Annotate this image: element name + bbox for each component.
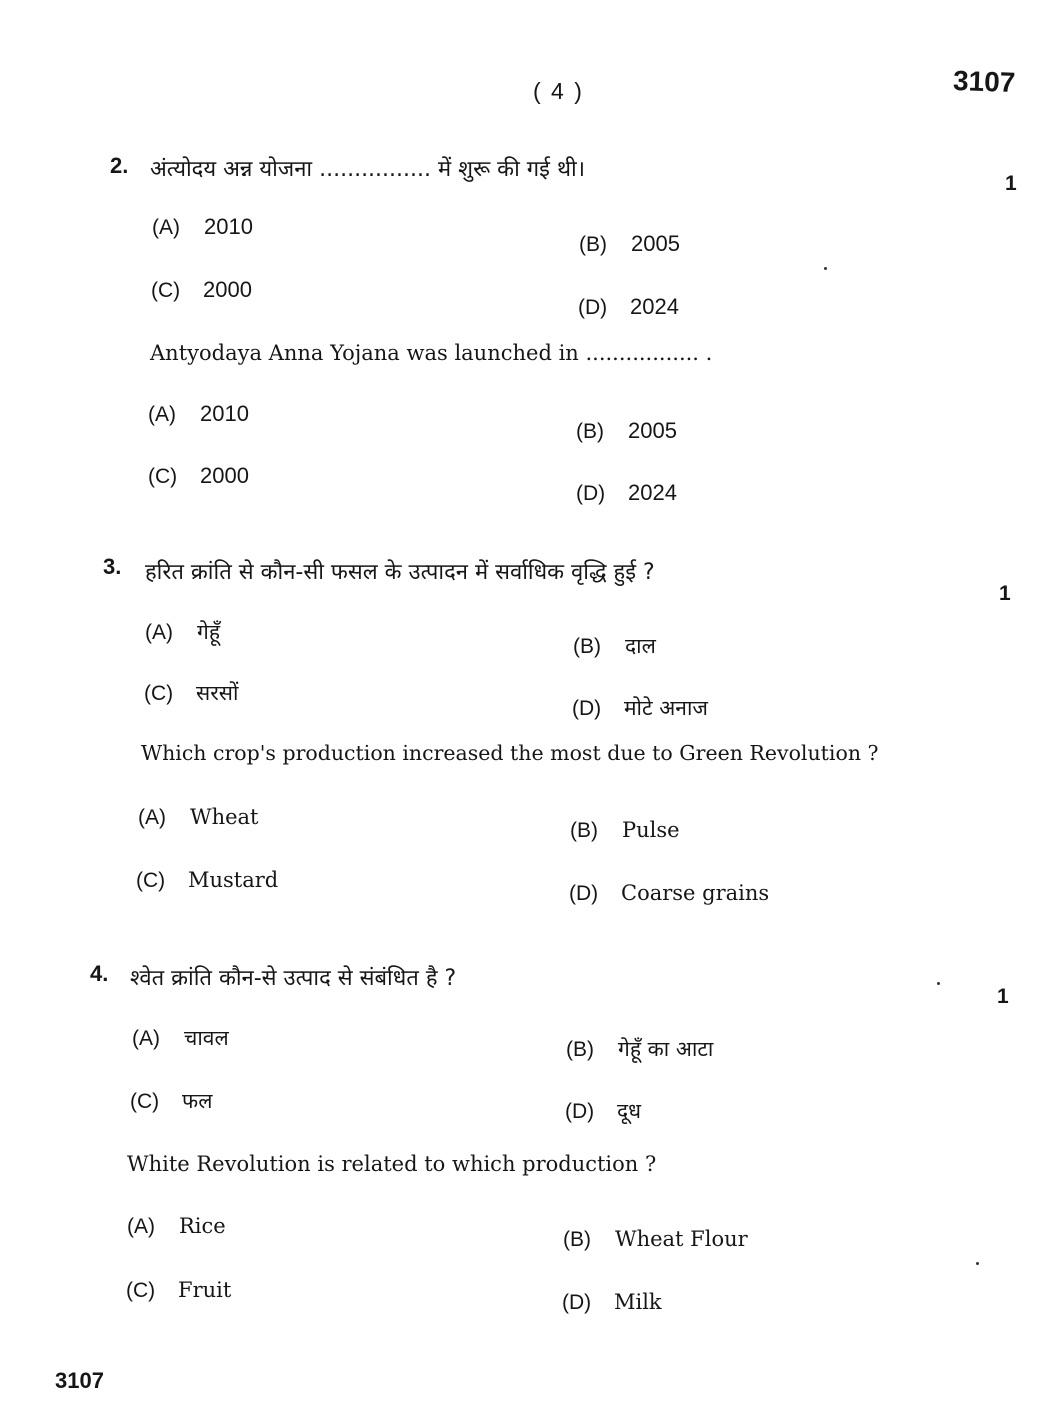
option-b — [579, 231, 680, 257]
option-text: 2000 — [203, 277, 252, 302]
option-d — [565, 1097, 641, 1125]
option-c — [130, 1087, 212, 1115]
option-b — [563, 1227, 748, 1252]
option-text: 2005 — [628, 418, 677, 443]
option-label: (C) — [136, 869, 166, 892]
option-text: 2005 — [631, 231, 680, 256]
option-c — [136, 868, 278, 893]
option-label: (A) — [132, 1027, 160, 1050]
question-marks: 1 — [1005, 172, 1017, 195]
option-text: Wheat Flour — [615, 1227, 748, 1251]
option-text: Milk — [614, 1290, 662, 1314]
option-c — [126, 1278, 231, 1303]
option-label: (D) — [562, 1291, 592, 1314]
option-a — [152, 214, 253, 240]
option-text: 2024 — [628, 480, 677, 505]
question-text-english: Which crop's production increased the most due to Green Revolution ? — [141, 741, 879, 765]
question-text-english: Antyodaya Anna Yojana was launched in ................. . — [150, 341, 713, 365]
option-text: Coarse grains — [621, 881, 770, 905]
question-number: 2. — [110, 153, 129, 178]
option-text: 2010 — [204, 214, 253, 239]
option-label: (A) — [152, 216, 180, 239]
question-marks: 1 — [997, 985, 1009, 1008]
scan-speck — [824, 267, 827, 270]
question-text-hindi: हरित क्रांति से कौन-सी फसल के उत्पादन में सर्वाधिक वृद्धि हुई ? — [145, 560, 655, 585]
scan-speck — [937, 982, 940, 985]
option-text: 2024 — [630, 294, 679, 319]
option-label: (A) — [138, 806, 166, 829]
option-text: 2000 — [200, 463, 249, 488]
option-text: Wheat — [190, 805, 259, 829]
option-d — [578, 294, 679, 320]
option-label: (B) — [573, 635, 601, 658]
option-d — [562, 1290, 662, 1315]
option-text: Rice — [179, 1214, 226, 1238]
question-text-english: White Revolution is related to which production ? — [127, 1152, 657, 1176]
option-text: फल — [182, 1089, 213, 1113]
option-text: चावल — [184, 1026, 229, 1050]
option-b — [566, 1035, 713, 1063]
option-label: (A) — [148, 403, 176, 426]
option-text: सरसों — [196, 681, 239, 705]
option-label: (D) — [569, 882, 599, 905]
question-marks: 1 — [999, 582, 1011, 605]
option-label: (B) — [570, 819, 598, 842]
option-label: (A) — [127, 1215, 155, 1238]
option-label: (C) — [144, 682, 174, 705]
option-label: (B) — [576, 420, 604, 443]
option-label: (B) — [566, 1038, 594, 1061]
option-label: (D) — [565, 1100, 595, 1123]
option-text: दूध — [617, 1099, 642, 1123]
question-text-hindi: अंत्योदय अन्न योजना ................ में शुरू की गई थी। — [150, 157, 586, 182]
option-label: (B) — [579, 233, 607, 256]
option-label: (D) — [576, 482, 606, 505]
option-label: (C) — [126, 1279, 156, 1302]
option-label: (D) — [572, 697, 602, 720]
option-d — [576, 480, 677, 506]
option-d — [572, 694, 708, 722]
option-text: Pulse — [622, 818, 680, 842]
page-number: ( 4 ) — [533, 78, 584, 104]
question-text-hindi: श्वेत क्रांति कौन-से उत्पाद से संबंधित है ? — [130, 966, 457, 991]
option-label: (B) — [563, 1228, 591, 1251]
option-text: गेहूँ — [197, 620, 220, 644]
option-label: (C) — [148, 465, 178, 488]
option-a — [145, 618, 220, 646]
question-number: 3. — [103, 554, 122, 579]
option-text: गेहूँ का आटा — [618, 1037, 714, 1061]
option-text: मोटे अनाज — [624, 696, 708, 720]
option-b — [573, 632, 656, 660]
option-label: (D) — [578, 296, 608, 319]
question-number: 4. — [90, 961, 109, 986]
paper-code-top: 3107 — [952, 64, 1016, 99]
option-a — [138, 805, 259, 830]
option-b — [576, 418, 677, 444]
option-d — [569, 881, 769, 906]
option-text: Mustard — [188, 868, 279, 892]
option-text: 2010 — [200, 401, 249, 426]
option-text: दाल — [625, 634, 656, 658]
option-label: (A) — [145, 621, 173, 644]
option-c — [148, 463, 249, 489]
scan-speck — [976, 1262, 979, 1265]
option-b — [570, 818, 680, 843]
paper-code-bottom: 3107 — [55, 1368, 104, 1393]
option-a — [127, 1214, 226, 1239]
option-c — [151, 277, 252, 303]
option-text: Fruit — [178, 1278, 232, 1302]
option-a — [132, 1024, 229, 1052]
option-c — [144, 679, 238, 707]
option-a — [148, 401, 249, 427]
option-label: (C) — [130, 1090, 160, 1113]
option-label: (C) — [151, 279, 181, 302]
